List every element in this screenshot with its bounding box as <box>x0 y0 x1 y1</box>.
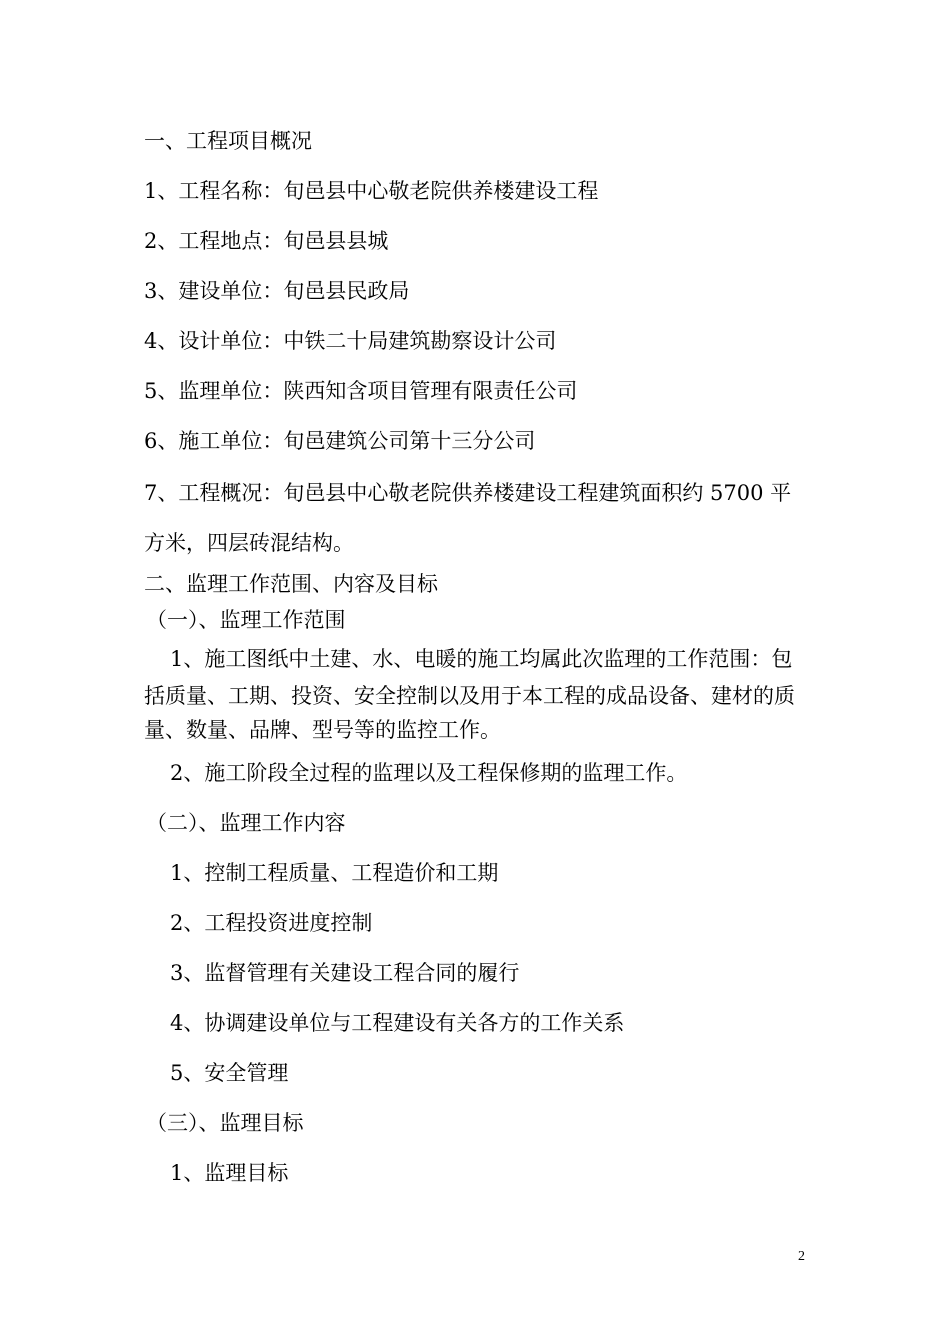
subsection-heading-2: （二）、监理工作内容 <box>146 811 346 835</box>
scope-item-1-line-2: 括质量、工期、投资、安全控制以及用于本工程的成品设备、建材的质 <box>144 684 795 708</box>
content-item-1: 1、控制工程质量、工程造价和工期 <box>170 861 499 885</box>
content-item-5: 5、安全管理 <box>170 1061 289 1085</box>
project-location-line: 2、工程地点：旬邑县县城 <box>144 229 389 253</box>
scope-item-2: 2、施工阶段全过程的监理以及工程保修期的监理工作。 <box>170 761 688 785</box>
scope-item-1-line-3: 量、数量、品牌、型号等的监控工作。 <box>144 718 501 742</box>
design-unit-line: 4、设计单位：中铁二十局建筑勘察设计公司 <box>144 329 557 353</box>
supervision-unit-line: 5、监理单位：陕西知含项目管理有限责任公司 <box>144 379 578 403</box>
subsection-heading-3: （三）、监理目标 <box>146 1111 304 1135</box>
project-overview-line-1: 7、工程概况：旬邑县中心敬老院供养楼建设工程建筑面积约 5700 平 <box>144 481 792 505</box>
content-item-2: 2、工程投资进度控制 <box>170 911 373 935</box>
content-item-4: 4、协调建设单位与工程建设有关各方的工作关系 <box>170 1011 625 1035</box>
project-name-line: 1、工程名称：旬邑县中心敬老院供养楼建设工程 <box>144 179 599 203</box>
objective-item-1: 1、监理目标 <box>170 1161 289 1185</box>
page-number: 2 <box>798 1249 805 1264</box>
section-heading-2: 二、监理工作范围、内容及目标 <box>144 572 438 596</box>
construction-unit-line: 6、施工单位：旬邑建筑公司第十三分公司 <box>144 429 536 453</box>
subsection-heading-1: （一）、监理工作范围 <box>146 608 346 632</box>
section-heading-1: 一、工程项目概况 <box>144 129 312 153</box>
project-overview-line-2: 方米，四层砖混结构。 <box>144 531 354 555</box>
scope-item-1-line-1: 1、施工图纸中土建、水、电暖的施工均属此次监理的工作范围：包 <box>170 647 793 671</box>
content-item-3: 3、监督管理有关建设工程合同的履行 <box>170 961 520 985</box>
owner-unit-line: 3、建设单位：旬邑县民政局 <box>144 279 410 303</box>
